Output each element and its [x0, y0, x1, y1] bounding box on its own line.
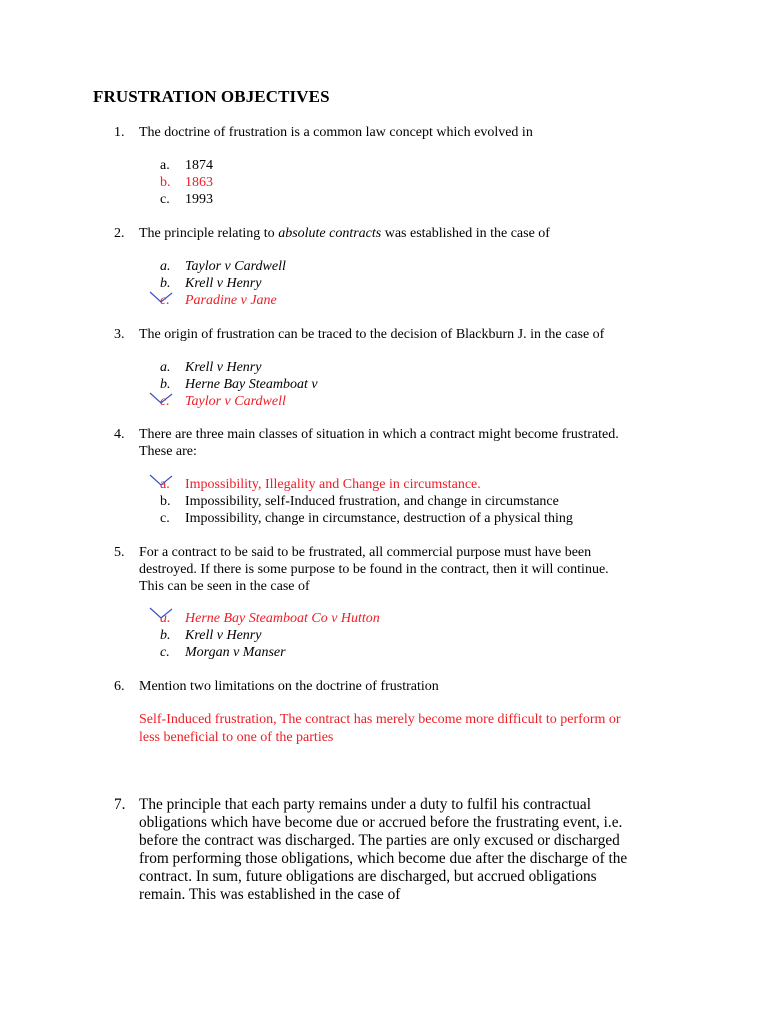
option-text: Krell v Henry — [185, 276, 262, 291]
question-text: Mention two limitations on the doctrine of frustration — [139, 679, 439, 694]
option-letter: b. — [160, 494, 171, 509]
option-text: Impossibility, self-Induced frustration, and change in circumstance — [185, 494, 559, 509]
option-text: Impossibility, change in circumstance, destruction of a physical thing — [185, 511, 573, 526]
question-number: 7. — [114, 796, 126, 813]
option-letter: c. — [160, 394, 170, 409]
option-text: Krell v Henry — [185, 360, 262, 375]
answer-line: less beneficial to one of the parties — [139, 730, 334, 745]
option-letter: a. — [160, 158, 170, 173]
question-text — [139, 796, 679, 904]
option-letter: a. — [160, 477, 170, 492]
question-text: The origin of frustration can be traced to the decision of Blackburn J. in the case of — [139, 327, 605, 342]
option-text: Krell v Henry — [185, 628, 262, 643]
question-number: 2. — [114, 226, 125, 241]
question-text-line: destroyed. If there is some purpose to be found in the contract, then it will continue. — [139, 562, 609, 577]
check-mark-icon — [148, 290, 174, 306]
question-text-line: remain. This was established in the case of — [139, 886, 401, 903]
question-text — [139, 544, 679, 595]
question-text-line: The principle that each party remains under a duty to fulfil his contractual — [139, 796, 591, 813]
option-text: Herne Bay Steamboat v — [185, 377, 318, 392]
option-letter: c. — [160, 293, 170, 308]
question-text-part: The principle relating to — [139, 226, 279, 241]
option-letter: a. — [160, 360, 171, 375]
check-mark-icon — [148, 606, 174, 622]
option-text: Morgan v Manser — [185, 645, 286, 660]
option-letter: a. — [160, 611, 171, 626]
question-text-line: There are three main classes of situation in which a contract might become frustrated. — [139, 427, 619, 442]
option-text: Impossibility, Illegality and Change in circumstance. — [185, 477, 481, 492]
question-text-line: This can be seen in the case of — [139, 579, 310, 594]
question-text-part: was established in the case of — [381, 226, 550, 241]
option-letter: b. — [160, 377, 171, 392]
option-letter: b. — [160, 175, 171, 190]
check-mark-icon — [148, 391, 174, 407]
written-answer — [139, 711, 679, 747]
option-letter: b. — [160, 276, 171, 291]
option-text: 1874 — [185, 158, 213, 173]
option-letter: c. — [160, 511, 170, 526]
question-text — [139, 426, 679, 460]
option-text: Taylor v Cardwell — [185, 259, 286, 274]
question-number: 5. — [114, 545, 125, 560]
question-text-line: contract. In sum, future obligations are discharged, but accrued obligations — [139, 868, 597, 885]
question-number: 6. — [114, 679, 125, 694]
option-letter: b. — [160, 628, 171, 643]
question-text-line: These are: — [139, 444, 197, 459]
option-text: 1863 — [185, 175, 213, 190]
answer-line: Self-Induced frustration, The contract has merely become more difficult to perform or — [139, 712, 621, 727]
question-text: The doctrine of frustration is a common law concept which evolved in — [139, 125, 533, 140]
option-letter: c. — [160, 645, 170, 660]
question-text-line: For a contract to be said to be frustrated, all commercial purpose must have been — [139, 545, 592, 560]
question-text-line: before the contract was discharged. The parties are only excused or discharged — [139, 832, 620, 849]
option-letter: a. — [160, 259, 171, 274]
question-text-line: from performing those obligations, which become due after the discharge of the — [139, 850, 628, 867]
question-number: 4. — [114, 427, 125, 442]
option-text: 1993 — [185, 192, 213, 207]
option-letter: c. — [160, 192, 170, 207]
question-text-italic: absolute contracts — [278, 226, 382, 241]
option-text: Paradine v Jane — [185, 293, 277, 308]
option-text: Herne Bay Steamboat Co v Hutton — [185, 611, 380, 626]
page-title: FRUSTRATION OBJECTIVES — [93, 87, 330, 106]
question-number: 1. — [114, 125, 125, 140]
option-text: Taylor v Cardwell — [185, 394, 286, 409]
question-text — [139, 225, 679, 242]
check-mark-icon — [148, 473, 174, 489]
question-number: 3. — [114, 327, 125, 342]
question-text-line: obligations which have become due or accrued before the frustrating event, i.e. — [139, 814, 623, 831]
